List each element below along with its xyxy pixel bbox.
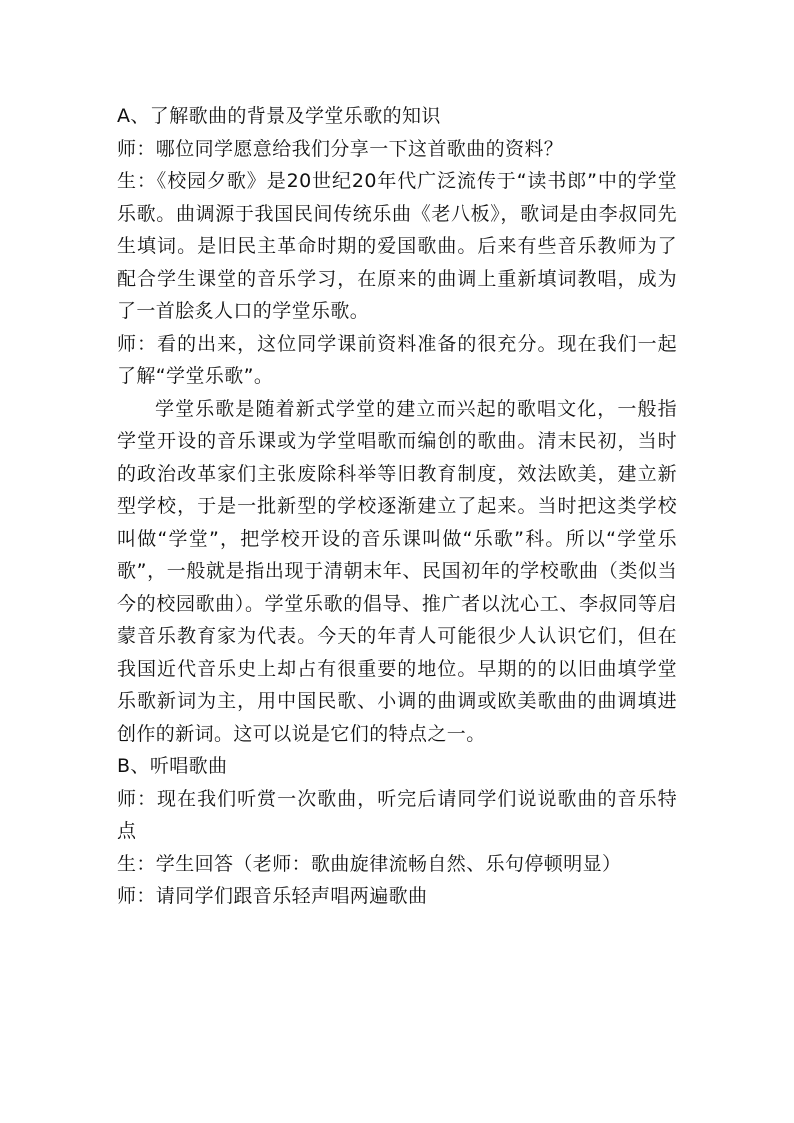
teacher-sing-instruction: 师：请同学们跟音乐轻声唱两遍歌曲: [117, 885, 428, 907]
section-b-heading: B、听唱歌曲: [117, 755, 228, 777]
teacher-question: 师：哪位同学愿意给我们分享一下这首歌曲的资料？: [117, 137, 564, 160]
teacher-listen-instruction: 师：现在我们听赏一次歌曲，听完后请同学们说说歌曲的音乐特点: [117, 787, 677, 842]
teacher-comment: 师：看的出来，这位同学课前资料准备的很充分。现在我们一起了解“学堂乐歌”。: [117, 332, 677, 387]
document-page: [117, 100, 677, 913]
student-answer-background: 生：《校园夕歌》是20世纪20年代广泛流传于“读书郎”中的学堂乐歌。曲调源于我国民间传统乐曲《老八板》，歌词是由李叔同先生填词。是旧民主革命时期的爱国歌曲。后来有些音乐教师为了配合学生课堂的音乐学习，在原来的曲调上重新填词教唱，成为了一首脍炙人口的学堂乐歌。: [117, 170, 677, 322]
student-answer-features: 生：学生回答（老师：歌曲旋律流畅自然、乐句停顿明显）: [117, 852, 622, 875]
xuetang-yuege-explanation: 学堂乐歌是随着新式学堂的建立而兴起的歌唱文化，一般指学堂开设的音乐课或为学堂唱歌而编创的歌曲。清末民初，当时的政治改革家们主张废除科举等旧教育制度，效法欧美，建立新型学校，于是一批新型的学校逐渐建立了起来。当时把这类学校叫做“学堂”，把学校开设的音乐课叫做“乐歌”科。所以“学堂乐歌”，一般就是指出现于清朝末年、民国初年的学校歌曲（类似当今的校园歌曲）。学堂乐歌的倡导、推广者以沈心工、李叔同等启蒙音乐教育家为代表。今天的年青人可能很少人认识它们，但在我国近代音乐史上却占有很重要的地位。早期的的以旧曲填学堂乐歌新词为主，用中国民歌、小调的曲调或欧美歌曲的曲调填进创作的新词。这可以说是它们的特点之一。: [117, 397, 677, 745]
section-a-heading: A、了解歌曲的背景及学堂乐歌的知识: [117, 105, 441, 127]
